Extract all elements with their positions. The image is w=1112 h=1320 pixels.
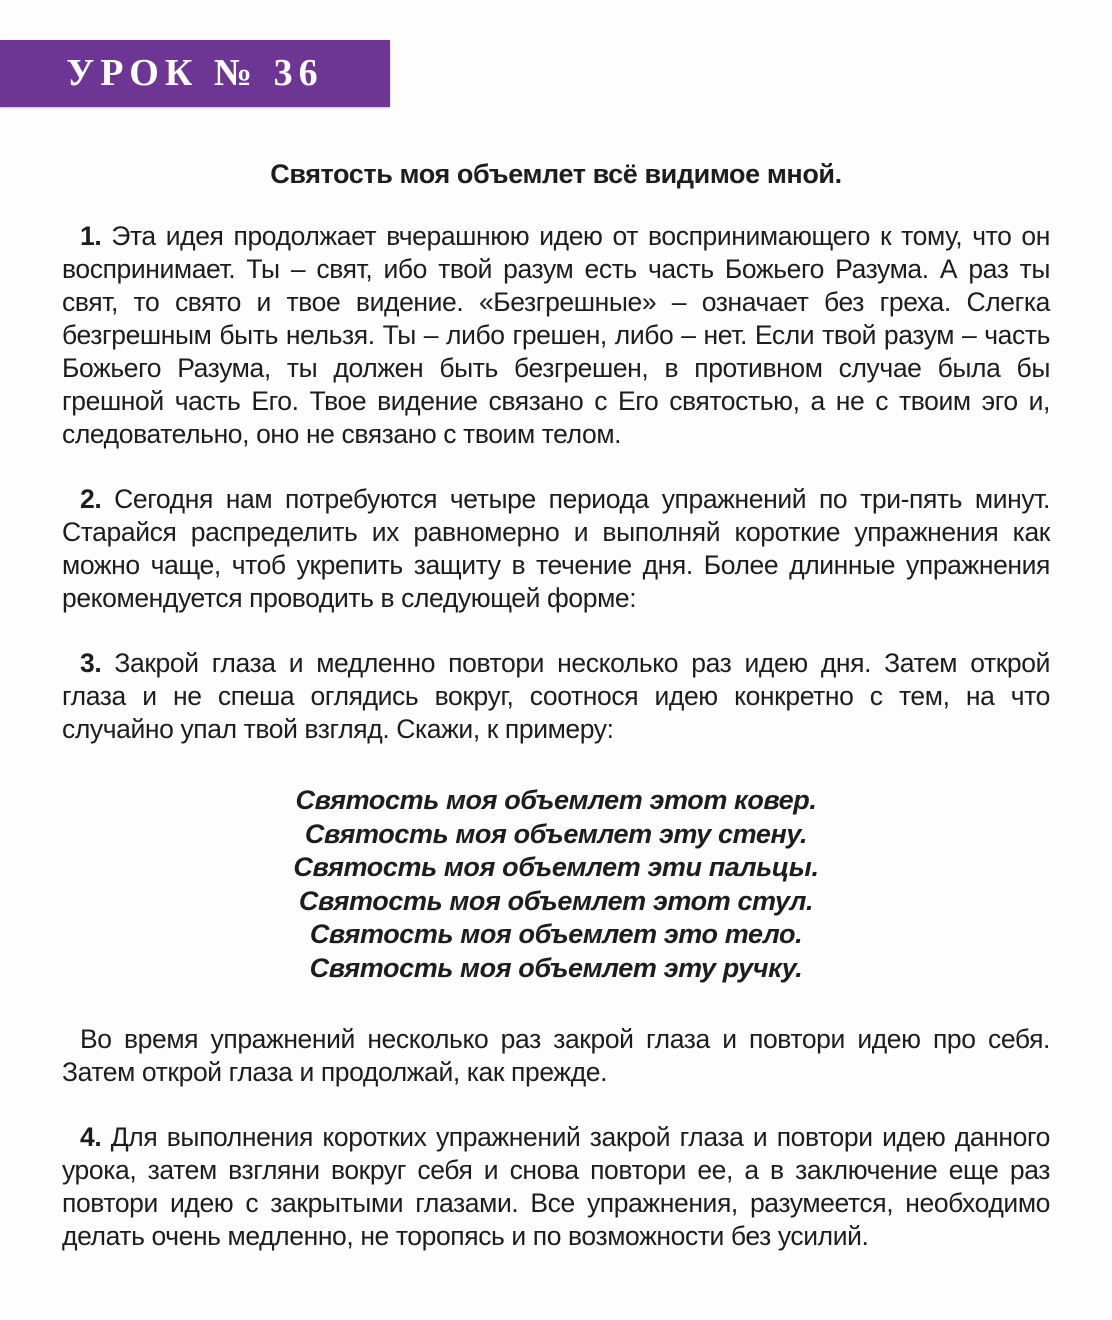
- paragraph-4-number: 4.: [80, 1122, 102, 1152]
- lesson-banner: [0, 40, 390, 107]
- paragraph-2-number: 2.: [80, 484, 102, 514]
- paragraph-4-text: Для выполнения коротких упражнений закрой глаза и повтори идею данного урока, затем взгляни вокруг себя и снова повтори ее, а в заключение еще раз повтори идею с закрытыми глазами. Все упражнения, разумеется, необходимо делать очень медленно, не торопясь и по возможности без усилий.: [62, 1122, 1051, 1251]
- affirmation-line: Святость моя объемлет этот ковер.: [295, 785, 817, 815]
- affirmation-line: Святость моя объемлет эту стену.: [304, 818, 808, 849]
- paragraph-1-number: 1.: [80, 221, 102, 251]
- affirmation-list: [62, 784, 1050, 985]
- affirmation-line: Святость моя объемлет эти пальцы.: [293, 852, 819, 882]
- paragraph-1-text: Эта идея продолжает вчерашнюю идею от воспринимающего к тому, что он воспринимает. Ты – свят, ибо твой разум есть часть Божьего Разума. А раз ты свят, то свято и твое видение. «Безгрешные» – означает без греха. Слегка безгрешным быть нельзя. Ты – либо грешен, либо – нет. Если твой разум – часть Божьего Разума, ты должен быть безгрешен, в противном случае была бы грешной часть Его. Твое видение связано с Его святостью, а не с твоим эго и, следовательно, оно не связано с твоим телом.: [62, 221, 1050, 449]
- paragraph-3-text: Закрой глаза и медленно повтори несколько раз идею дня. Затем открой глаза и не спеша оглядись вокруг, соотнося идею конкретно с тем, на что случайно упал твой взгляд. Скажи, к примеру:: [62, 648, 1050, 744]
- affirmation-line: Святость моя объемлет эту ручку.: [309, 952, 803, 983]
- paragraph-3: [62, 647, 1050, 746]
- paragraph-4: [62, 1121, 1050, 1253]
- lesson-title: Святость моя объемлет всё видимое мной.: [270, 159, 842, 189]
- lesson-content: [0, 159, 1112, 1253]
- paragraph-2: [62, 483, 1050, 615]
- paragraph-3-number: 3.: [80, 648, 102, 678]
- affirmation-line: Святость моя объемлет этот стул.: [298, 885, 814, 916]
- lesson-page: [0, 40, 1112, 1253]
- paragraph-continuation: Во время упражнений несколько раз закрой глаза и повтори идею про себя. Затем открой глаза и продолжай, как прежде.: [62, 1024, 1050, 1087]
- paragraph-2-text: Сегодня нам потребуются четыре периода упражнений по три-пять минут. Старайся распределить их равномерно и выполняй короткие упражнения как можно чаще, чтоб укрепить защиту в течение дня. Более длинные упражнения рекомендуется проводить в следующей форме:: [62, 484, 1050, 613]
- affirmation-line: Святость моя объемлет это тело.: [309, 919, 803, 949]
- lesson-banner-label: УРОК № 36: [66, 51, 324, 94]
- paragraph-1: [62, 220, 1050, 451]
